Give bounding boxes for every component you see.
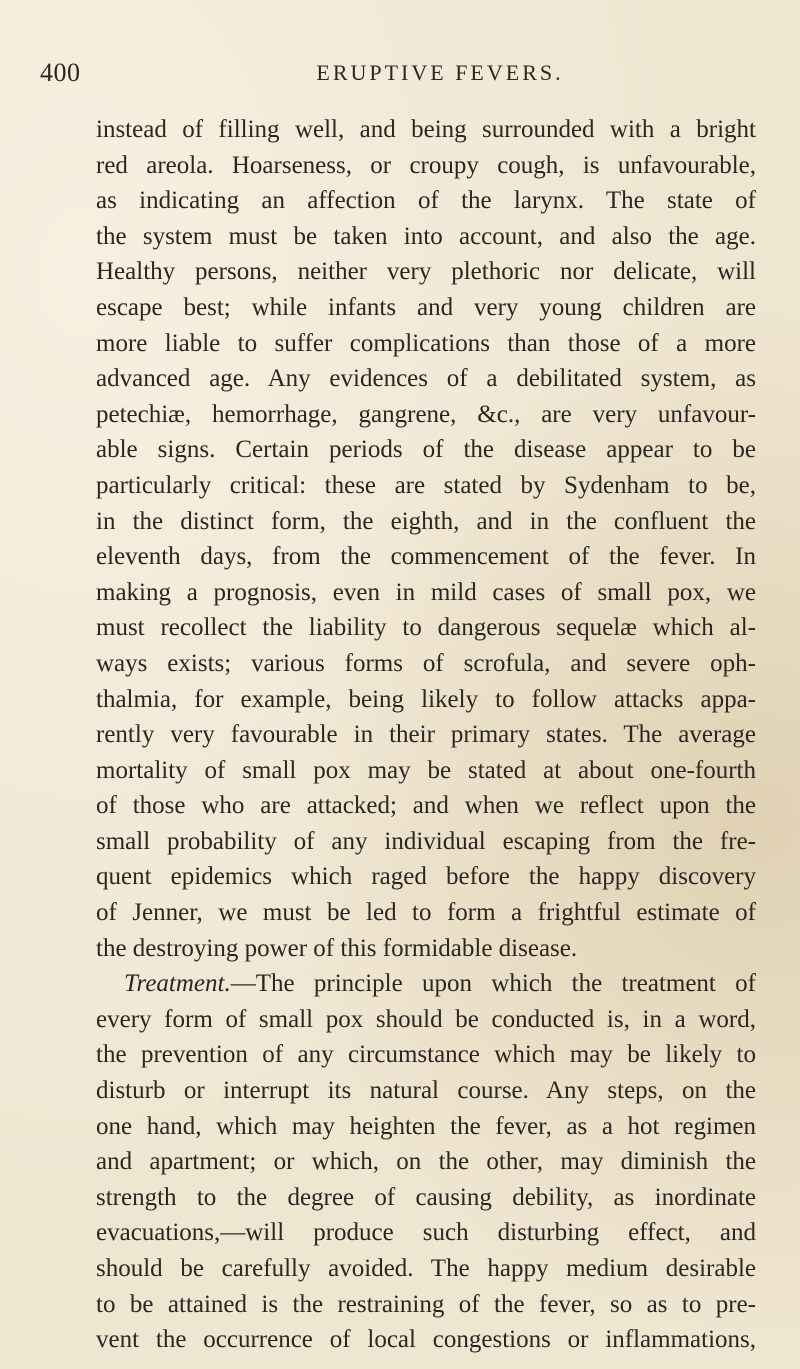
text-line: eleventh days, from the commencement of the fever. In — [96, 543, 756, 571]
text-line: one hand, which may heighten the fever, as a hot regimen — [96, 1112, 756, 1140]
text-line: the prevention of any circumstance which may be likely to — [96, 1041, 756, 1069]
page-number: 400 — [40, 58, 81, 87]
treatment-heading: Treatment. — [124, 970, 231, 998]
treatment-first-line-text: —The principle upon which the treatment of — [230, 970, 756, 998]
text-line: disturb or interrupt its natural course. Any steps, on the — [96, 1077, 756, 1105]
text-line: must recollect the liability to dangerous sequelæ which al- — [96, 614, 756, 642]
text-line: of Jenner, we must be led to form a frightful estimate of — [96, 899, 756, 927]
text-line: as indicating an affection of the larynx. The state of — [96, 187, 756, 215]
text-line: thalmia, for example, being likely to follow attacks appa- — [96, 685, 756, 713]
text-line: in the distinct form, the eighth, and in the confluent the — [96, 507, 756, 535]
text-line: more liable to suffer complications than those of a more — [96, 329, 756, 357]
text-line: particularly critical: these are stated by Sydenham to be, — [96, 471, 756, 499]
text-line: small probability of any individual escaping from the fre- — [96, 827, 756, 855]
text-line: advanced age. Any evidences of a debilitated system, as — [96, 365, 756, 393]
text-line: red areola. Hoarseness, or croupy cough, is unfavourable, — [96, 151, 756, 179]
text-line: the destroying power of this formidable disease. — [96, 934, 578, 962]
text-line: rently very favourable in their primary states. The average — [96, 721, 756, 749]
text-line: mortality of small pox may be stated at about one-fourth — [96, 756, 756, 784]
text-line: escape best; while infants and very young children are — [96, 293, 756, 321]
running-head — [40, 58, 760, 88]
text-line: of those who are attacked; and when we reflect upon the — [96, 792, 756, 820]
text-line: and apartment; or which, on the other, may diminish the — [96, 1148, 756, 1176]
text-line: ways exists; various forms of scrofula, and severe oph- — [96, 649, 756, 677]
text-line: Healthy persons, neither very plethoric nor delicate, will — [96, 258, 756, 286]
text-line: every form of small pox should be conducted is, in a word, — [96, 1005, 756, 1033]
text-line: vent the occurrence of local congestions or inflammations, — [96, 1326, 756, 1354]
text-line: should be carefully avoided. The happy medium desirable — [96, 1255, 756, 1282]
body-text — [96, 112, 756, 1358]
text-line: evacuations,—will produce such disturbing effect, and — [96, 1219, 756, 1247]
running-title: ERUPTIVE FEVERS. — [316, 60, 564, 85]
text-line: petechiæ, hemorrhage, gangrene, &c., are very unfavour- — [96, 400, 756, 428]
text-line: quent epidemics which raged before the happy discovery — [96, 863, 756, 891]
treatment-first-line — [96, 966, 756, 1002]
text-line: able signs. Certain periods of the disease appear to be — [96, 436, 756, 464]
text-line: instead of filling well, and being surrounded with a bright — [96, 116, 756, 143]
text-line: making a prognosis, even in mild cases of small pox, we — [96, 578, 756, 606]
text-line: strength to the degree of causing debility, as inordinate — [96, 1183, 756, 1211]
text-line: the system must be taken into account, and also the age. — [96, 222, 756, 250]
text-line: to be attained is the restraining of the fever, so as to pre- — [96, 1290, 756, 1318]
